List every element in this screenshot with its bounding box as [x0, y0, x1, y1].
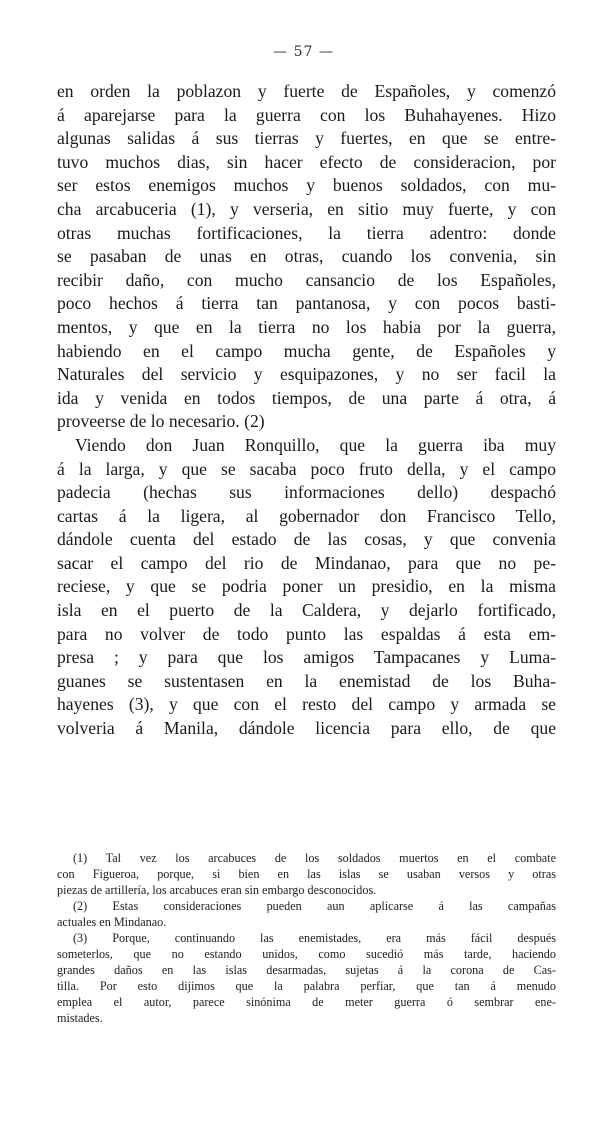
text-line: dándole cuenta del estado de las cosas, y que convenia	[57, 529, 556, 550]
footnote-line: mistades.	[57, 1011, 103, 1025]
text-line: á aparejarse para la guerra con los Buhahayenes. Hizo	[57, 104, 556, 125]
footnote-1	[57, 850, 556, 898]
footnotes	[57, 850, 556, 1026]
text-line: poco hechos á tierra tan pantanosa, y con pocos basti-	[57, 293, 556, 314]
text-line: sacar el campo del rio de Mindanao, para que no pe-	[57, 552, 556, 573]
text-line: cartas á la ligera, al gobernador don Francisco Tello,	[57, 505, 556, 526]
text-line: ida y venida en todos tiempos, de una parte á otra, á	[57, 387, 556, 408]
text-line: en orden la poblazon y fuerte de Españoles, y comenzó	[57, 81, 556, 101]
footnote-line: tilla. Por esto dijimos que la palabra perfiar, que tan á menudo	[57, 979, 556, 993]
text-line: algunas salidas á sus tierras y fuertes, en que se entre-	[57, 128, 556, 149]
paragraph-1	[57, 80, 556, 434]
footnote-2	[57, 898, 556, 930]
text-line: padecia (hechas sus informaciones dello) despachó	[57, 482, 556, 503]
footnote-line: someterlos, que no estando unidos, como sucedió más tarde, haciendo	[57, 947, 556, 961]
text-line: á la larga, y que se sacaba poco fruto della, y el campo	[57, 458, 556, 479]
text-line: volveria á Manila, dándole licencia para ello, de que	[57, 718, 556, 739]
text-line: reciese, y que se podria poner un presidio, en la misma	[57, 576, 556, 597]
text-line: mentos, y que en la tierra no los habia por la guerra,	[57, 316, 556, 337]
main-text	[57, 80, 556, 741]
paragraph-2	[57, 434, 556, 741]
text-line: se pasaban de unas en otras, cuando los convenia, sin	[57, 246, 556, 267]
footnote-line: emplea el autor, parece sinónima de meter guerra ó sembrar ene-	[57, 995, 556, 1009]
text-line: cha arcabuceria (1), y verseria, en sitio muy fuerte, y con	[57, 198, 556, 219]
text-line: Naturales del servicio y esquipazones, y no ser facil la	[57, 364, 556, 385]
text-line: otras muchas fortificaciones, la tierra adentro: donde	[57, 222, 556, 243]
text-line: habiendo en el campo mucha gente, de Españoles y	[57, 340, 556, 361]
footnote-line: (3) Porque, continuando las enemistades, era más fácil después	[73, 931, 556, 945]
footnote-line: grandes daños en las islas desarmadas, sujetas á la corona de Cas-	[57, 963, 556, 977]
footnote-line: con Figueroa, porque, si bien en las islas se usaban versos y otras	[57, 867, 556, 881]
text-line: para no volver de todo punto las espaldas á esta em-	[57, 623, 556, 644]
footnote-line: actuales en Mindanao.	[57, 915, 167, 929]
footnote-line: (1) Tal vez los arcabuces de los soldados muertos en el combate	[73, 851, 556, 865]
footnote-3	[57, 930, 556, 1026]
footnote-line: (2) Estas consideraciones pueden aun aplicarse á las campañas	[73, 899, 556, 913]
text-line: guanes se sustentasen en la enemistad de los Buha-	[57, 670, 556, 691]
text-line: isla en el puerto de la Caldera, y dejarlo fortificado,	[57, 600, 556, 621]
text-line: recibir daño, con mucho cansancio de los Españoles,	[57, 269, 556, 290]
footnote-line: piezas de artillería, los arcabuces eran sin embargo desconocidos.	[57, 883, 377, 897]
text-line: presa ; y para que los amigos Tampacanes y Luma-	[57, 647, 556, 668]
text-line: Viendo don Juan Ronquillo, que la guerra iba muy	[75, 434, 556, 455]
text-line: hayenes (3), y que con el resto del campo y armada se	[57, 694, 556, 715]
text-line: ser estos enemigos muchos y buenos soldados, con mu-	[57, 175, 556, 196]
text-line: tuvo muchos dias, sin hacer efecto de consideracion, por	[57, 151, 556, 172]
page-number: — 57 —	[273, 44, 334, 60]
text-line: proveerse de lo necesario. (2)	[57, 411, 265, 432]
